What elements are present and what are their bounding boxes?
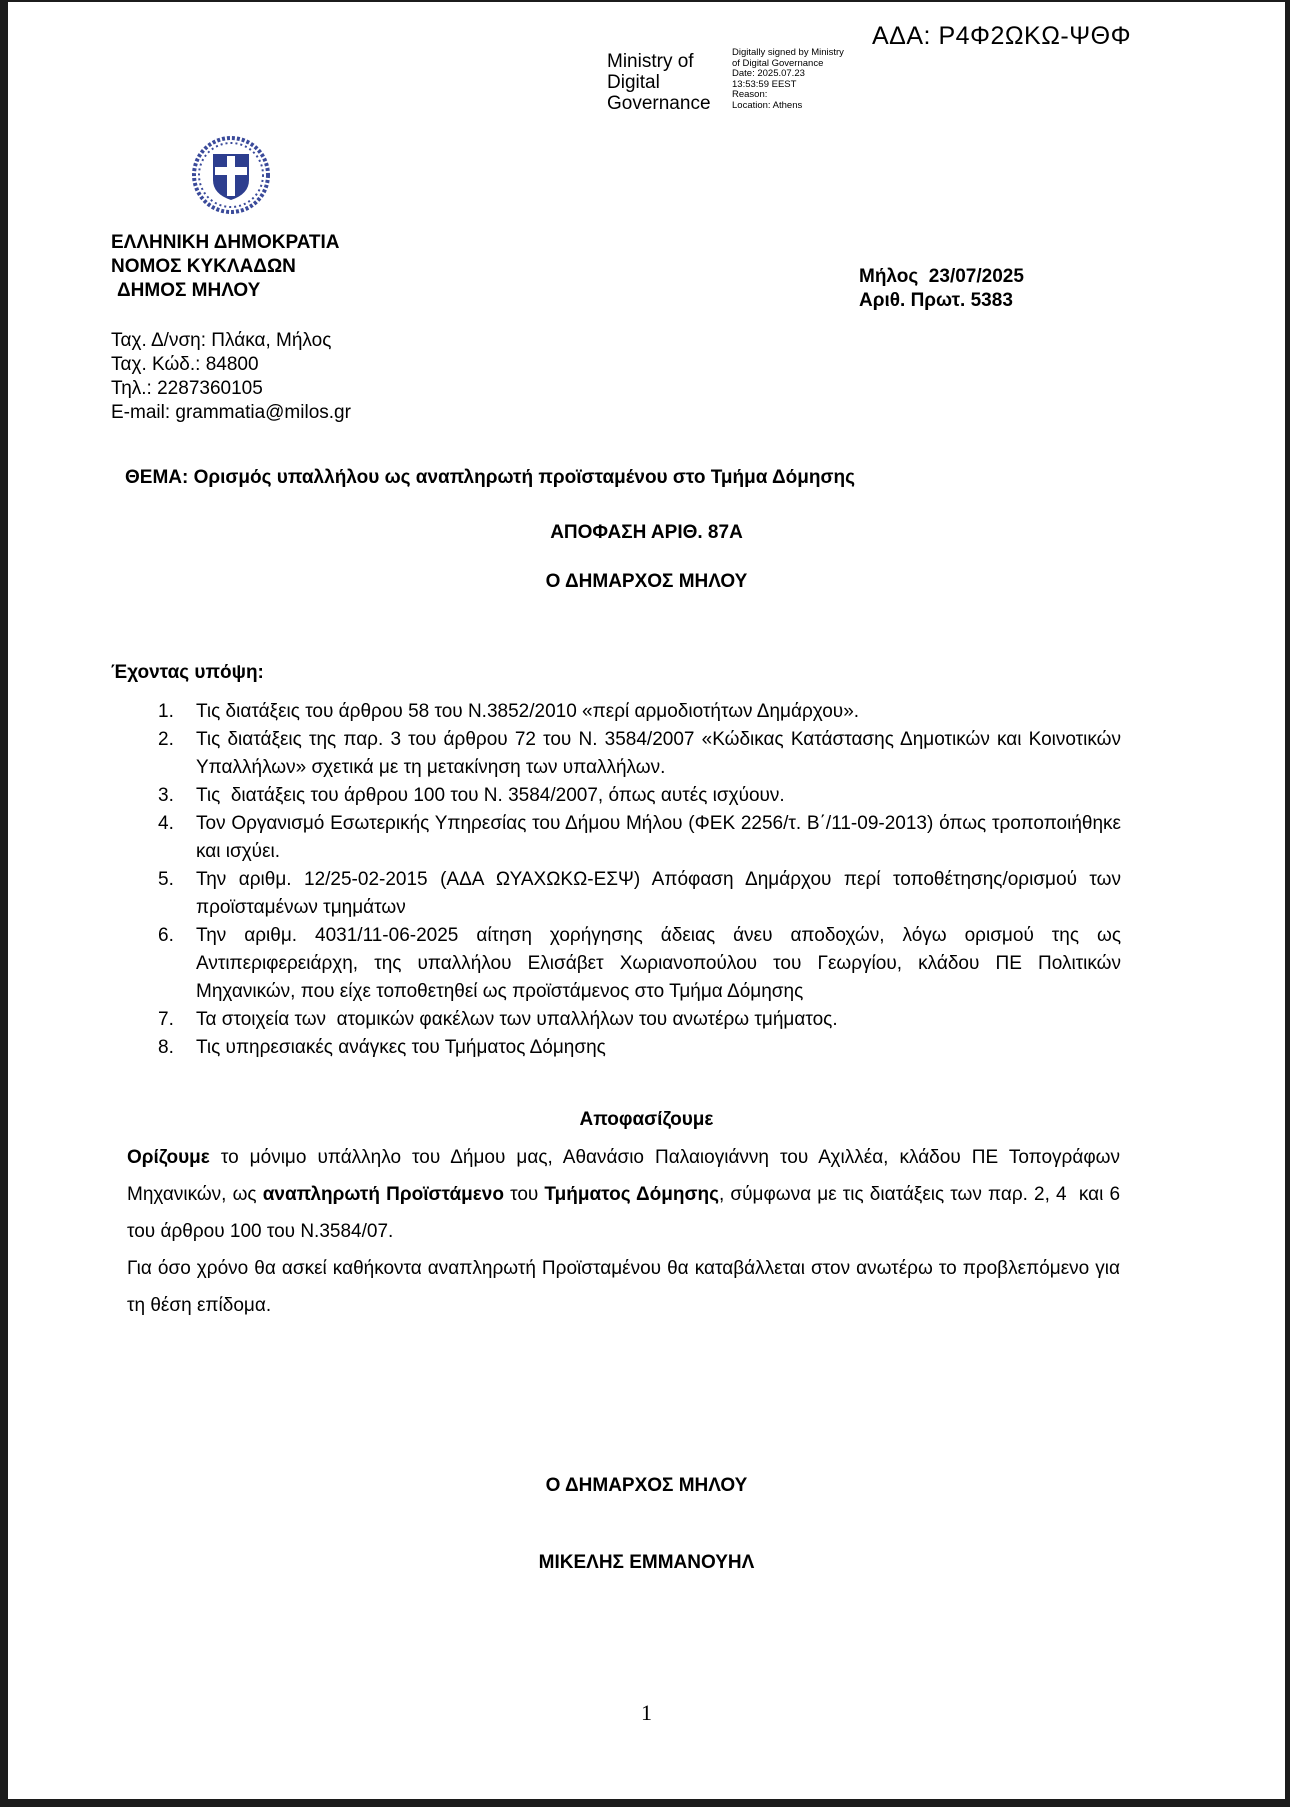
date-protocol-block	[859, 265, 1024, 313]
list-item	[148, 866, 1121, 922]
list-item-number: 4.	[158, 813, 174, 834]
address-email: E-mail: grammatia@milos.gr	[111, 402, 351, 423]
signature-ministry	[607, 51, 711, 114]
issuer-line: ΝΟΜΟΣ ΚΥΚΛΑΔΩΝ	[111, 256, 296, 277]
ministry-line: Digital	[607, 72, 660, 93]
list-item-text: Τις διατάξεις του άρθρου 100 του Ν. 3584/2007, όπως αυτές ισχύουν.	[196, 785, 785, 806]
issuer-block	[111, 231, 339, 303]
list-item-number: 8.	[158, 1037, 174, 1058]
list-item	[148, 1006, 1121, 1034]
signature-detail-line: Digitally signed by Ministry	[732, 47, 844, 58]
ada-code: ΑΔΑ: Ρ4Φ2ΩΚΩ-ΨΘΦ	[872, 22, 1132, 50]
address-block	[111, 329, 351, 425]
issuer-line: ΕΛΛΗΝΙΚΗ ΔΗΜΟΚΡΑΤΙΑ	[111, 232, 340, 253]
allowance-paragraph: Για όσο χρόνο θα ασκεί καθήκοντα αναπληρωτή Προϊσταμένου θα καταβάλλεται στον ανωτέρω το προβλεπόμενο για τη θέση επίδομα.	[127, 1258, 1120, 1316]
subject-line: ΘΕΜΑ: Ορισμός υπαλλήλου ως αναπληρωτή προϊσταμένου στο Τμήμα Δόμησης	[125, 467, 856, 488]
closing-title: Ο ΔΗΜΑΡΧΟΣ ΜΗΛΟΥ	[545, 1475, 748, 1496]
decide-title: Αποφασίζουμε	[579, 1109, 714, 1130]
list-item	[148, 782, 1121, 810]
appointment-role: αναπληρωτή Προϊστάμενο	[262, 1184, 504, 1205]
list-item	[148, 922, 1121, 1006]
list-item-text: Τον Οργανισμό Εσωτερικής Υπηρεσίας του Δήμου Μήλου (ΦΕΚ 2256/τ. Β΄/11-09-2013) όπως τροποποιήθηκε και ισχύει.	[196, 813, 1121, 862]
decision-body	[127, 1139, 1126, 1324]
list-item-text: Τις υπηρεσιακές ανάγκες του Τμήματος Δόμησης	[196, 1037, 606, 1058]
list-item-text: Τις διατάξεις του άρθρου 58 του Ν.3852/2010 «περί αρμοδιοτήτων Δημάρχου».	[196, 701, 860, 722]
list-item-number: 3.	[158, 785, 174, 806]
address-postcode: Ταχ. Κώδ.: 84800	[111, 354, 259, 375]
appointment-text: του	[503, 1184, 545, 1205]
list-item	[148, 810, 1121, 866]
address-phone: Τηλ.: 2287360105	[111, 378, 263, 399]
list-item	[148, 726, 1121, 782]
list-item-text: Την αριθμ. 4031/11-06-2025 αίτηση χορήγησης άδειας άνευ αποδοχών, λόγω ορισμού της ως Αντιπεριφερειάρχη, της υπαλλήλου Ελισάβετ Χωριανοπούλου του Γεωργίου, κλάδου ΠΕ Πολιτικών Μηχανικών, που είχε τοποθετηθεί ως προϊστάμενος στο Τμήμα Δόμησης	[196, 925, 1121, 1002]
page-number: 1	[641, 1700, 652, 1725]
list-item-text: Τις διατάξεις της παρ. 3 του άρθρου 72 του Ν. 3584/2007 «Κώδικας Κατάστασης Δημοτικών και Κοινοτικών Υπαλλήλων» σχετικά με τη μετακίνηση των υπαλλήλων.	[196, 729, 1121, 778]
appoint-verb: Ορίζουμε	[127, 1147, 210, 1168]
decision-title: ΑΠΟΦΑΣΗ ΑΡΙΘ. 87Α	[550, 522, 743, 543]
appointment-text: το μόνιμο υπάλληλο του Δήμου μας, Αθανάσιο Παλαιογιάννη του Αχιλλέα, κλάδου ΠΕ Τοπογράφων Μηχανικών, ως	[127, 1147, 1126, 1205]
ministry-line: Ministry of	[607, 51, 694, 72]
signature-detail-line: Location: Athens	[732, 99, 803, 111]
appointment-paragraph	[127, 1139, 1126, 1250]
greek-coat-of-arms-icon	[190, 134, 272, 216]
ministry-line: Governance	[607, 93, 711, 114]
appointment-text: , σύμφωνα με τις διατάξεις των παρ. 2, 4 και 6 του άρθρου 100 του Ν.3584/07.	[127, 1184, 1126, 1242]
list-item	[148, 698, 1121, 726]
list-item-text: Την αριθμ. 12/25-02-2015 (ΑΔΑ ΩΥΑΧΩΚΩ-ΕΣΨ) Απόφαση Δημάρχου περί τοποθέτησης/ορισμού των προϊσταμένων τμημάτων	[196, 869, 1121, 918]
signature-details	[732, 48, 844, 111]
date-line: Μήλος 23/07/2025	[859, 266, 1024, 287]
signature-detail-line: Date: 2025.07.23	[732, 68, 805, 79]
signature-detail-line: of Digital Governance	[732, 57, 824, 69]
list-item-number: 2.	[158, 729, 174, 750]
signer-name: ΜΙΚΕΛΗΣ ΕΜΜΑΝΟΥΗΛ	[538, 1552, 755, 1573]
list-item	[148, 1034, 1121, 1062]
protocol-number: Αριθ. Πρωτ. 5383	[859, 290, 1013, 311]
considering-title: Έχοντας υπόψη:	[111, 662, 264, 683]
address-street: Ταχ. Δ/νση: Πλάκα, Μήλος	[111, 330, 332, 351]
signature-detail-line: 13:53:59 EEST	[732, 78, 797, 90]
mayor-title: Ο ΔΗΜΑΡΧΟΣ ΜΗΛΟΥ	[545, 571, 748, 592]
document-page	[8, 2, 1285, 1799]
list-item-text: Τα στοιχεία των ατομικών φακέλων των υπαλλήλων του ανωτέρω τμήματος.	[196, 1009, 838, 1030]
list-item-number: 6.	[158, 925, 174, 946]
considerations-list	[148, 698, 1121, 1062]
list-item-number: 7.	[158, 1009, 174, 1030]
list-item-number: 5.	[158, 869, 174, 890]
appointment-department: Τμήματος Δόμησης	[544, 1184, 719, 1205]
signature-detail-line: Reason:	[732, 89, 768, 100]
issuer-line: ΔΗΜΟΣ ΜΗΛΟΥ	[117, 280, 261, 301]
list-item-number: 1.	[158, 701, 174, 722]
